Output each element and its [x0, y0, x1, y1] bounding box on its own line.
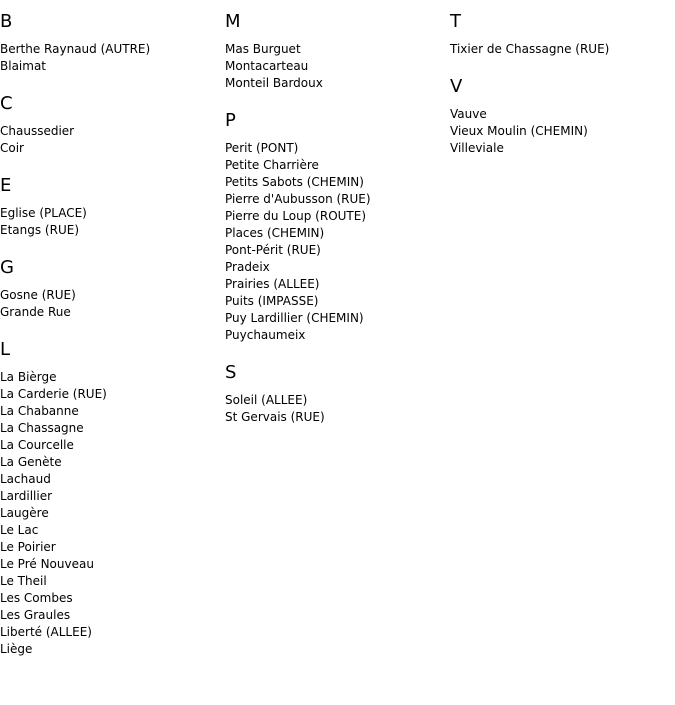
- letter-heading: G: [0, 257, 14, 278]
- letter-heading: P: [225, 110, 236, 131]
- letter-section: [0, 93, 225, 157]
- street-name: Soleil (ALLEE): [225, 393, 308, 407]
- street-name: Le Lac: [0, 523, 39, 537]
- street-name: Prairies (ALLEE): [225, 277, 320, 291]
- letter-section: [0, 339, 225, 658]
- street-index-column-3: [450, 11, 675, 175]
- letter-section: [225, 11, 450, 92]
- letter-heading: C: [0, 93, 13, 114]
- street-index-column-2: [225, 11, 450, 444]
- street-name: Coir: [0, 141, 24, 155]
- letter-heading: S: [225, 362, 237, 383]
- street-name: Lachaud: [0, 472, 51, 486]
- letter-section: [0, 175, 225, 239]
- street-name: La Bièrge: [0, 370, 57, 384]
- street-list: [225, 41, 450, 92]
- street-list: [450, 41, 675, 58]
- letter-section: [450, 76, 675, 157]
- street-name: La Chabanne: [0, 404, 79, 418]
- street-name: St Gervais (RUE): [225, 410, 325, 424]
- street-name: La Chassagne: [0, 421, 84, 435]
- street-name: Liberté (ALLEE): [0, 625, 92, 639]
- street-name: La Genète: [0, 455, 62, 469]
- street-name: Puychaumeix: [225, 328, 306, 342]
- street-name: Etangs (RUE): [0, 223, 79, 237]
- street-name: Le Poirier: [0, 540, 56, 554]
- street-name: Pradeix: [225, 260, 270, 274]
- street-name: Monteil Bardoux: [225, 76, 323, 90]
- street-name: Lardillier: [0, 489, 53, 503]
- street-name: Puits (IMPASSE): [225, 294, 319, 308]
- street-name: Petits Sabots (CHEMIN): [225, 175, 364, 189]
- letter-heading: B: [0, 11, 13, 32]
- street-name: Vieux Moulin (CHEMIN): [450, 124, 588, 138]
- street-name: La Carderie (RUE): [0, 387, 107, 401]
- street-name: Les Combes: [0, 591, 73, 605]
- street-name: Le Pré Nouveau: [0, 557, 94, 571]
- letter-heading: T: [450, 11, 461, 32]
- street-name: Petite Charrière: [225, 158, 319, 172]
- street-list: [225, 392, 450, 426]
- letter-heading: L: [0, 339, 11, 360]
- street-name: Pierre du Loup (ROUTE): [225, 209, 367, 223]
- street-list: [0, 287, 225, 321]
- street-list: [450, 106, 675, 157]
- letter-section: [450, 11, 675, 58]
- street-name: Montacarteau: [225, 59, 309, 73]
- street-name: Liège: [0, 642, 33, 656]
- street-name: Pont-Périt (RUE): [225, 243, 321, 257]
- street-name: Le Theil: [0, 574, 47, 588]
- street-list: [225, 140, 450, 344]
- street-name: Places (CHEMIN): [225, 226, 325, 240]
- street-name: Eglise (PLACE): [0, 206, 87, 220]
- street-name: La Courcelle: [0, 438, 74, 452]
- street-name: Les Graules: [0, 608, 71, 622]
- street-name: Laugère: [0, 506, 49, 520]
- street-name: Villeviale: [450, 141, 504, 155]
- letter-heading: M: [225, 11, 241, 32]
- letter-section: [225, 110, 450, 344]
- letter-heading: E: [0, 175, 12, 196]
- street-name: Tixier de Chassagne (RUE): [450, 42, 610, 56]
- letter-section: [0, 257, 225, 321]
- street-name: Perit (PONT): [225, 141, 299, 155]
- street-name: Pierre d'Aubusson (RUE): [225, 192, 371, 206]
- street-name: Grande Rue: [0, 305, 71, 319]
- street-name: Mas Burguet: [225, 42, 301, 56]
- street-index-column-1: [0, 11, 225, 676]
- street-name: Puy Lardillier (CHEMIN): [225, 311, 364, 325]
- street-list: [0, 41, 225, 75]
- street-list: [0, 205, 225, 239]
- street-name: Gosne (RUE): [0, 288, 76, 302]
- street-name: Blaimat: [0, 59, 47, 73]
- street-name: Chaussedier: [0, 124, 75, 138]
- street-list: [0, 123, 225, 157]
- street-name: Vauve: [450, 107, 487, 121]
- letter-heading: V: [450, 76, 463, 97]
- street-name: Berthe Raynaud (AUTRE): [0, 42, 151, 56]
- letter-section: [0, 11, 225, 75]
- letter-section: [225, 362, 450, 426]
- street-list: [0, 369, 225, 658]
